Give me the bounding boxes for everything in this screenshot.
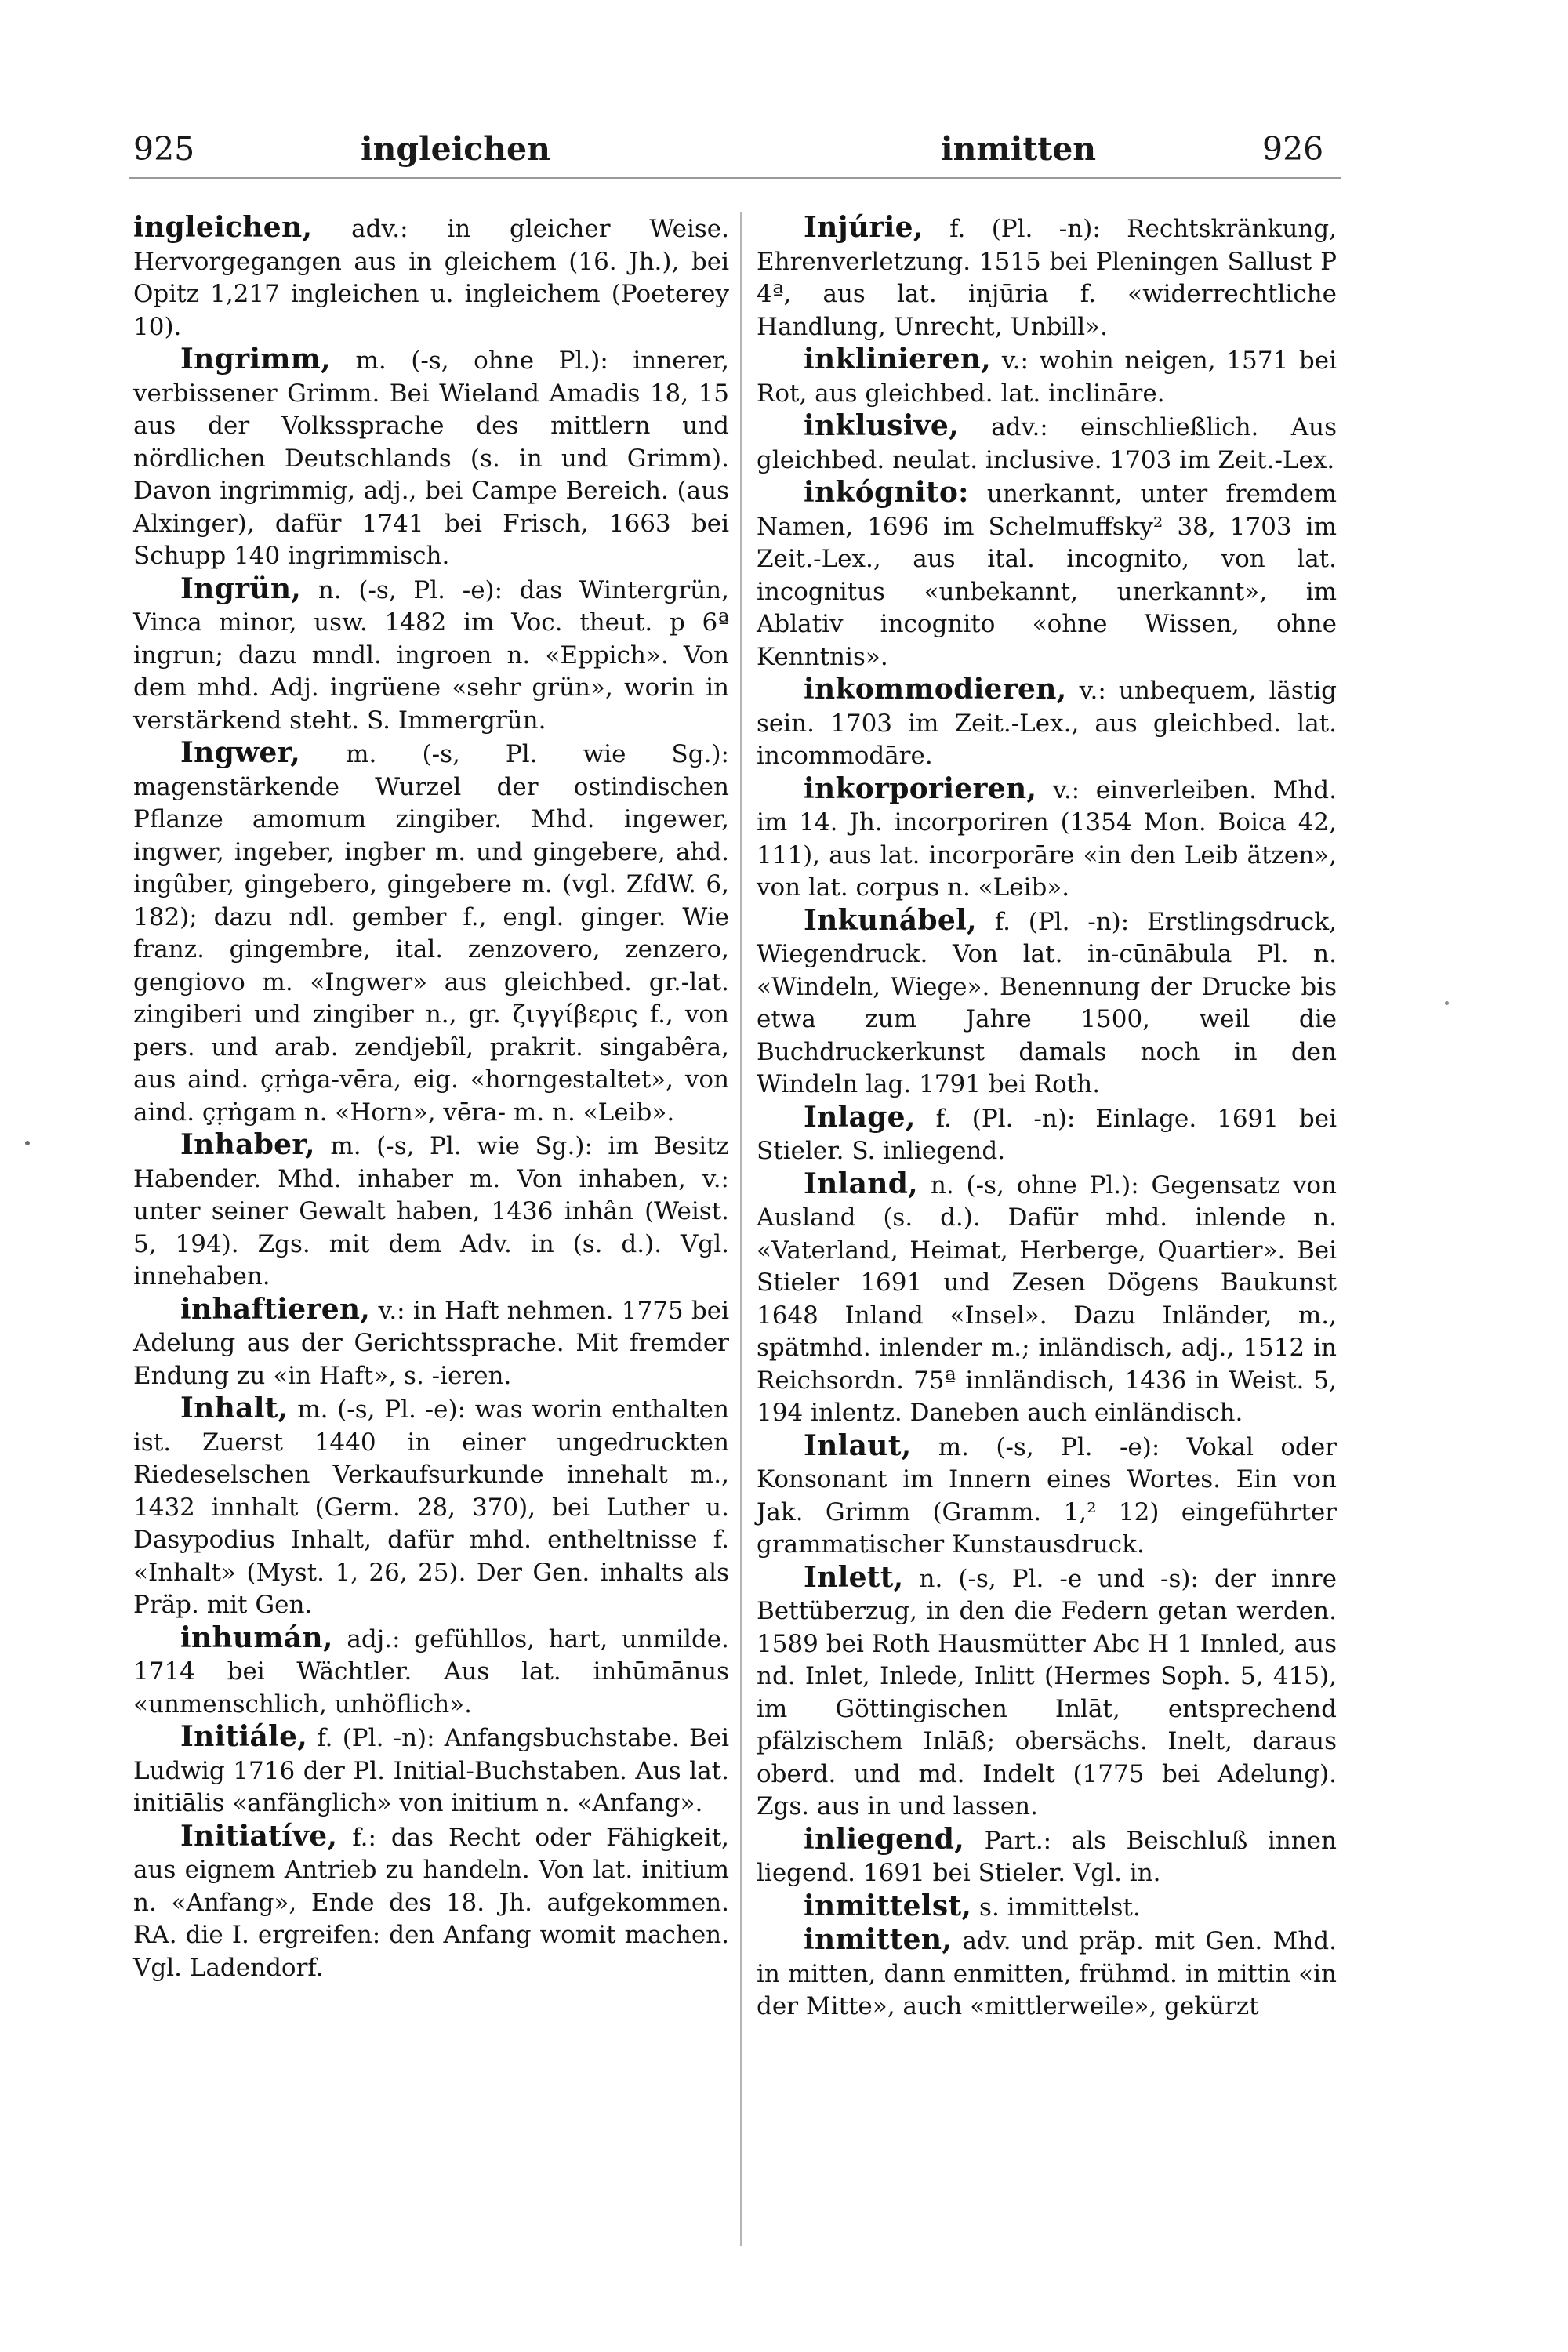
dictionary-entry (757, 1924, 1337, 2024)
entry-headword: Initiále, (180, 1720, 308, 1753)
right-page-number: 926 (1262, 130, 1324, 168)
left-guide-word (361, 130, 550, 168)
entry-headword: inmittelst, (804, 1889, 972, 1922)
margin-speck (1445, 1001, 1449, 1005)
right-column (757, 212, 1337, 2024)
entry-headword: inkorporieren, (804, 771, 1037, 805)
entry-body: adv. und präp. mit Gen. Mhd. in mitten, dann enmitten, frühmd. in mittin «in der Mitte», auch «mittlerweile», gekürzt (757, 1927, 1337, 2020)
dictionary-entry (757, 1562, 1337, 1824)
entry-headword: Inkunábel, (804, 903, 977, 937)
dictionary-entry (133, 1820, 729, 1985)
entry-headword: inhumán, (180, 1621, 333, 1654)
entry-headword: Inhalt, (180, 1392, 289, 1425)
entry-body: v.: in Haft nehmen. 1775 bei Adelung aus der Gerichtssprache. Mit fremder Endung zu «in Haft», s. -ieren. (133, 1296, 729, 1390)
left-page-number: 925 (133, 130, 195, 168)
column-divider (740, 212, 742, 2246)
dictionary-entry (133, 1392, 729, 1622)
entry-headword: Inlage, (804, 1100, 916, 1134)
dictionary-entry (757, 1890, 1337, 1925)
entry-headword: ingleichen, (133, 211, 313, 244)
dictionary-entry (133, 1721, 729, 1820)
dictionary-entry (133, 737, 729, 1129)
entry-headword: Inlaut, (804, 1428, 912, 1462)
entry-body: f.: das Recht oder Fähigkeit, aus eignem Antrieb zu handeln. Von lat. initium n. «Anfang», Ende des 18. Jh. aufgekommen. RA. die I. ergreifen: den Anfang womit machen. Vgl. Ladendorf. (133, 1823, 730, 1982)
dictionary-entry (757, 410, 1337, 477)
right-guide-word-text: inmitten (941, 130, 1097, 168)
entry-headword: inklusive, (804, 409, 959, 442)
entry-body: Part.: als Beischluß innen liegend. 1691 bei Stieler. Vgl. in. (757, 1826, 1337, 1887)
entry-headword: Inlett, (804, 1560, 904, 1594)
dictionary-entry (757, 477, 1337, 673)
dictionary-entry (133, 343, 729, 573)
entry-headword: inkógnito: (804, 476, 969, 509)
dictionary-entry (757, 1102, 1337, 1168)
entry-body: unerkannt, unter fremdem Namen, 1696 im Schelmuffsky² 38, 1703 im Zeit.-Lex., aus ital. incognito, von lat. incognitus «unbekannt, unerkannt», im Ablativ incognito «ohne Wissen, ohne Kenntnis». (757, 480, 1337, 671)
header-rule (129, 177, 1341, 179)
entry-body: adv.: einschließlich. Aus gleichbed. neulat. inclusive. 1703 im Zeit.-Lex. (757, 413, 1337, 474)
entry-body: n. (-s, Pl. -e): das Wintergrün, Vinca minor, usw. 1482 im Voc. theut. p 6ª ingrun; dazu mndl. ingroen n. «Eppich». Von dem mhd. Adj. ingrüene «sehr grün», worin in verstärkend steht. S. Immergrün. (133, 575, 729, 735)
dictionary-entry (133, 1294, 729, 1393)
entry-body: n. (-s, ohne Pl.): Gegensatz von Ausland (s. d.). Dafür mhd. inlende n. «Vaterland, Heimat, Herberge, Quartier». Bei Stieler 1691 und Zesen Dögens Baukunst 1648 Inland «Insel». Dazu Inländer, m., spätmhd. inlender m.; inländisch, adj., 1512 in Reichsordn. 75ª innländisch, 1436 in Weist. 5, 194 inlentz. Daneben auch einländisch. (757, 1171, 1337, 1427)
right-guide-word (941, 130, 1097, 168)
entry-body: m. (-s, ohne Pl.): innerer, verbissener Grimm. Bei Wieland Amadis 18, 15 aus der Volkssprache des mittlern und nördlichen Deutschlands (s. in und Grimm). Davon ingrimmig, adj., bei Campe Bereich. (aus Alxinger), dafür 1741 bei Frisch, 1663 bei Schupp 140 ingrimmisch. (133, 347, 729, 570)
entry-body: adj.: gefühllos, hart, unmilde. 1714 bei Wächtler. Aus lat. inhūmānus «unmenschlich, unhöflich». (133, 1624, 729, 1719)
entry-body: m. (-s, Pl. -e): Vokal oder Konsonant im Innern eines Wortes. Ein von Jak. Grimm (Gramm. 1,² 12) eingeführter grammatischer Kunstausdruck. (757, 1432, 1337, 1559)
entry-body: f. (Pl. -n): Anfangsbuchstabe. Bei Ludwig 1716 der Pl. Initial-Buchstaben. Aus lat. initiālis «anfänglich» von initium n. «Anfang». (133, 1724, 729, 1817)
dictionary-entry (133, 573, 729, 738)
entry-headword: Initiatíve, (180, 1819, 338, 1853)
dictionary-entry (757, 1430, 1337, 1562)
dictionary-entry (757, 1168, 1337, 1430)
entry-body: f. (Pl. -n): Erstlingsdruck, Wiegendruck. Von lat. in-cūnābula Pl. n. «Windeln, Wiege». Benennung der Drucke bis etwa zum Jahre 1500, weil die Buchdruckerkunst damals noch in den Windeln lag. 1791 bei Roth. (757, 907, 1337, 1098)
entry-headword: Injúrie, (804, 211, 924, 244)
entry-headword: Ingwer, (180, 736, 301, 769)
entry-body: s. immittelst. (979, 1893, 1141, 1922)
entry-headword: Inland, (804, 1167, 918, 1200)
entry-body: v.: unbequem, lästig sein. 1703 im Zeit.-Lex., aus gleichbed. lat. incommodāre. (757, 677, 1337, 770)
entry-body: m. (-s, Pl. -e): was worin enthalten ist. Zuerst 1440 in einer ungedruckten Riedeselschen Verkaufsurkunde innehalt m., 1432 innhalt (Germ. 28, 370), bei Luther u. Dasypodius Inhalt, dafür mhd. entheltnisse f. «Inhalt» (Myst. 1, 26, 25). Der Gen. inhalts als Präp. mit Gen. (133, 1396, 729, 1619)
dictionary-entry (133, 212, 729, 343)
entry-body: f. (Pl. -n): Rechtskränkung, Ehrenverletzung. 1515 bei Pleningen Sallust P 4ª, aus lat. injūria f. «widerrechtliche Handlung, Unrecht, Unbill». (757, 215, 1337, 341)
entry-headword: inmitten, (804, 1923, 953, 1956)
entry-body: n. (-s, Pl. -e und -s): der innre Bettüberzug, in den die Federn getan werden. 1589 bei Roth Hausmütter Abc H 1 Innled, aus nd. Inlet, Inlede, Inlitt (Hermes Soph. 5, 415), im Göttingischen Inlāt, entsprechend pfälzischem Inlāß; obersächs. Inelt, daraus oberd. und md. Indelt (1775 bei Adelung). Zgs. aus in und lassen. (757, 1564, 1337, 1820)
dictionary-entry (133, 1129, 729, 1294)
left-column (133, 212, 729, 1984)
dictionary-entry (757, 905, 1337, 1102)
dictionary-entry (757, 343, 1337, 410)
margin-speck (25, 1141, 30, 1145)
entry-headword: inhaftieren, (180, 1292, 371, 1326)
dictionary-entry (757, 212, 1337, 343)
entry-body: v.: einverleiben. Mhd. im 14. Jh. incorporiren (1354 Mon. Boica 42, 111), aus lat. incorporāre «in den Leib ätzen», von lat. corpus n. «Leib». (757, 775, 1337, 902)
left-guide-word-text: ingleichen (361, 130, 550, 168)
entry-headword: inklinieren, (804, 343, 992, 376)
dictionary-entry (757, 1824, 1337, 1890)
dictionary-entry (757, 673, 1337, 773)
entry-headword: Inhaber, (180, 1128, 315, 1161)
entry-headword: inliegend, (804, 1822, 965, 1856)
entry-body: f. (Pl. -n): Einlage. 1691 bei Stieler. S. inliegend. (757, 1104, 1338, 1165)
entry-body: m. (-s, Pl. wie Sg.): magenstärkende Wurzel der ostindischen Pflanze amomum zingiber. Mhd. ingewer, ingwer, ingeber, ingber m. und gingebere, ahd. ingûber, gingebero, gingebere m. (vgl. ZfdW. 6, 182); dazu ndl. gember f., engl. ginger. Wie franz. gingembre, ital. zenzovero, zenzero, gengiovo m. «Ingwer» aus gleichbed. gr.-lat. zingiberi und zingiber n., gr. ζιγγίβερις f., von pers. und arab. zendjebîl, prakrit. singabêra, aus aind. çṛṅga-vēra, eig. «horngestaltet», von aind. çṛṅgam n. «Horn», vēra- m. n. «Leib». (133, 740, 729, 1127)
entry-body: m. (-s, Pl. wie Sg.): im Besitz Habender. Mhd. inhaber m. Von inhaben, v.: unter seiner Gewalt haben, 1436 inhân (Weist. 5, 194). Zgs. mit dem Adv. in (s. d.). Vgl. innehaben. (133, 1132, 729, 1290)
entry-headword: Ingrün, (180, 572, 302, 605)
entry-headword: inkommodieren, (804, 673, 1067, 706)
dictionary-entry (757, 773, 1337, 905)
entry-headword: Ingrimm, (180, 343, 331, 376)
entry-body: adv.: in gleicher Weise. Hervorgegangen aus in gleichem (16. Jh.), bei Opitz 1,217 ingleichen u. ingleichem (Poeterey 10). (133, 215, 729, 341)
entry-body: v.: wohin neigen, 1571 bei Rot, aus gleichbed. lat. inclināre. (757, 347, 1337, 408)
dictionary-entry (133, 1622, 729, 1722)
